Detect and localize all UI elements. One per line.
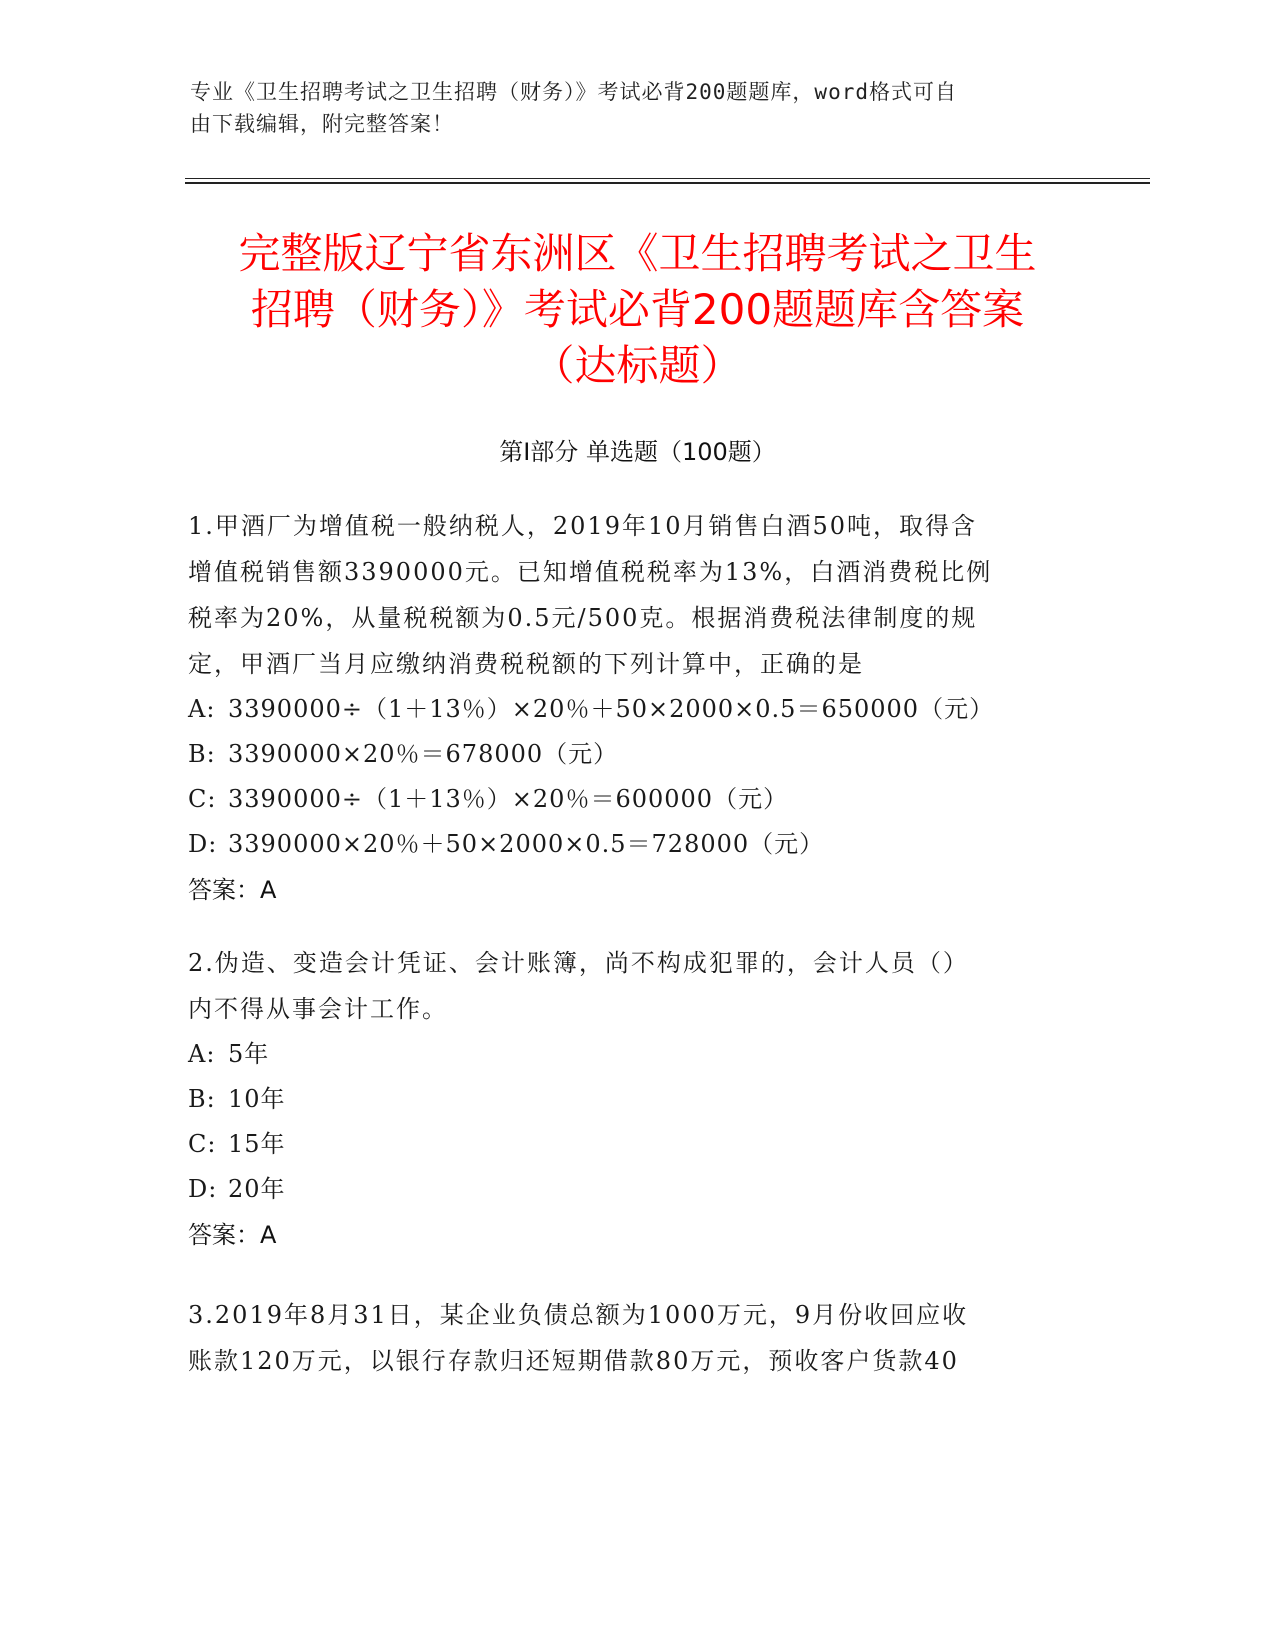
header-note <box>190 76 1090 140</box>
option-text: 5年 <box>228 1040 270 1068</box>
option-a <box>188 1032 1068 1077</box>
option-text: 3390000÷（1＋13％）×20％＋50×2000×0.5＝650000（元） <box>228 695 995 723</box>
option-c <box>188 777 1068 822</box>
section-title: 第Ⅰ部分 单选题（100题） <box>499 438 776 466</box>
option-label: C: <box>188 1130 217 1158</box>
option-c <box>188 1122 1068 1167</box>
title-line-3: （达标题） <box>532 341 743 390</box>
header-divider-thick <box>185 182 1150 184</box>
title-line-1: 完整版辽宁省东洲区《卫生招聘考试之卫生 <box>238 229 1037 278</box>
option-label: B: <box>188 740 216 768</box>
question-stem <box>188 1292 1068 1384</box>
option-label: D: <box>188 1175 218 1203</box>
header-note-line-1: 专业《卫生招聘考试之卫生招聘（财务）》考试必背200题题库，word格式可自 <box>190 80 957 104</box>
question-1 <box>188 503 1068 913</box>
stem-line: 定，甲酒厂当月应缴纳消费税税额的下列计算中，正确的是 <box>188 650 864 678</box>
option-text: 3390000×20％＝678000（元） <box>228 740 619 768</box>
document-title <box>180 226 1095 394</box>
stem-line: 内不得从事会计工作。 <box>188 995 448 1023</box>
option-text: 10年 <box>228 1085 286 1113</box>
stem-line: 账款120万元，以银行存款归还短期借款80万元，预收客户货款40 <box>188 1347 959 1375</box>
header-divider-thin <box>185 178 1150 179</box>
option-label: C: <box>188 785 217 813</box>
question-2 <box>188 940 1068 1258</box>
title-line-2: 招聘（财务）》考试必背200题题库含答案 <box>250 285 1025 334</box>
option-label: B: <box>188 1085 216 1113</box>
answer: 答案：A <box>188 876 277 904</box>
option-label: A: <box>188 695 216 723</box>
header-note-line-2: 由下载编辑，附完整答案！ <box>190 112 454 136</box>
option-b <box>188 1077 1068 1122</box>
question-stem <box>188 940 1068 1032</box>
stem-line: 税率为20%，从量税税额为0.5元/500克。根据消费税法律制度的规 <box>188 604 978 632</box>
stem-line: 2.伪造、变造会计凭证、会计账簿，尚不构成犯罪的，会计人员（） <box>188 949 969 977</box>
option-label: D: <box>188 830 218 858</box>
option-d <box>188 822 1068 867</box>
option-d <box>188 1167 1068 1212</box>
option-b <box>188 732 1068 777</box>
stem-line: 3.2019年8月31日，某企业负债总额为1000万元，9月份收回应收 <box>188 1301 969 1329</box>
option-text: 20年 <box>228 1175 286 1203</box>
stem-line: 1.甲酒厂为增值税一般纳税人，2019年10月销售白酒50吨，取得含 <box>188 512 978 540</box>
option-text: 15年 <box>228 1130 286 1158</box>
answer: 答案：A <box>188 1221 277 1249</box>
stem-line: 增值税销售额3390000元。已知增值税税率为13%，白酒消费税比例 <box>188 558 993 586</box>
question-3 <box>188 1292 1068 1384</box>
option-a <box>188 687 1068 732</box>
question-stem <box>188 503 1068 687</box>
option-label: A: <box>188 1040 216 1068</box>
option-text: 3390000×20％＋50×2000×0.5＝728000（元） <box>228 830 825 858</box>
option-text: 3390000÷（1＋13％）×20％＝600000（元） <box>228 785 789 813</box>
